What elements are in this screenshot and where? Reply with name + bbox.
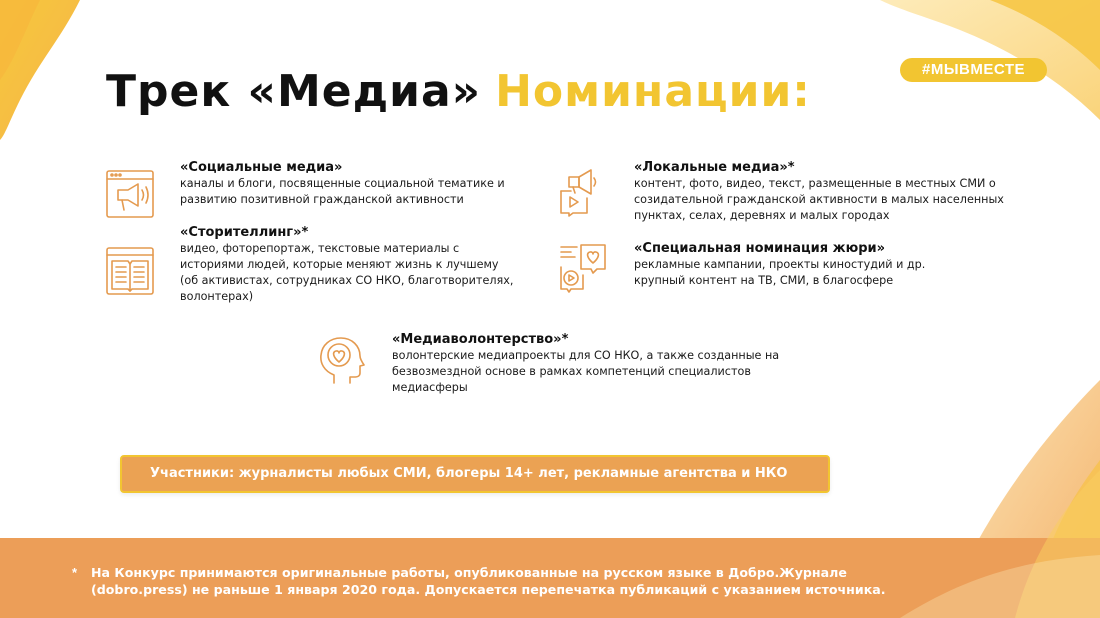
page-title [106,66,811,117]
media-heart-icon [557,241,609,293]
nomination-title: «Сторителлинг»* [180,225,309,240]
nomination-description: контент, фото, видео, текст, размещенные в местных СМИ о созидательной гражданской активности в малых населенных пунктах, селах, деревнях и малых городах [634,177,1004,222]
nomination-description: видео, фоторепортаж, текстовые материалы с историями людей, которые меняют жизнь к лучшему (об активистах, сотрудниках СО НКО, благотворителях, волонтерах) [180,242,514,303]
title-nominations: Номинации: [495,66,811,117]
footer-note-bar [0,538,1100,618]
participants-text: Участники: журналисты любых СМИ, блогеры 14+ лет, рекламные агентства и НКО [150,466,788,481]
nomination-description: волонтерские медиапроекты для СО НКО, а также созданные на безвозмездной основе в рамках компетенций специалистов медиасферы [392,349,780,394]
footnote-text: На Конкурс принимаются оригинальные работы, опубликованные на русском языке в Добро.Журнале (dobro.press) не раньше 1 января 2020 года. Допускается перепечатка публикаций с указанием источника. [91,565,886,597]
head-heart-icon [316,335,368,387]
nomination-title: «Локальные медиа»* [634,160,795,175]
nomination-social-media [180,160,520,208]
megaphone-video-icon [557,165,609,217]
megaphone-screen-icon [104,168,156,220]
nomination-storytelling [180,225,515,305]
nomination-title: «Социальные медиа» [180,160,343,175]
nomination-media-volunteering [392,332,792,396]
nomination-description: рекламные кампании, проекты киностудий и др. крупный контент на ТВ, СМИ, в благосфере [634,258,926,287]
hashtag-badge: #МЫВМЕСТЕ [900,58,1047,82]
nomination-local-media [634,160,1034,224]
nomination-title: «Медиаволонтерство»* [392,332,569,347]
nomination-special-jury [634,241,1034,289]
open-book-icon [104,245,156,297]
nomination-title: «Специальная номинация жюри» [634,241,886,256]
participants-banner [120,455,830,493]
title-track: Трек «Медиа» [106,66,482,117]
nomination-description: каналы и блоги, посвященные социальной тематике и развитию позитивной гражданской активности [180,177,505,206]
footnote-asterisk: * [72,565,78,580]
